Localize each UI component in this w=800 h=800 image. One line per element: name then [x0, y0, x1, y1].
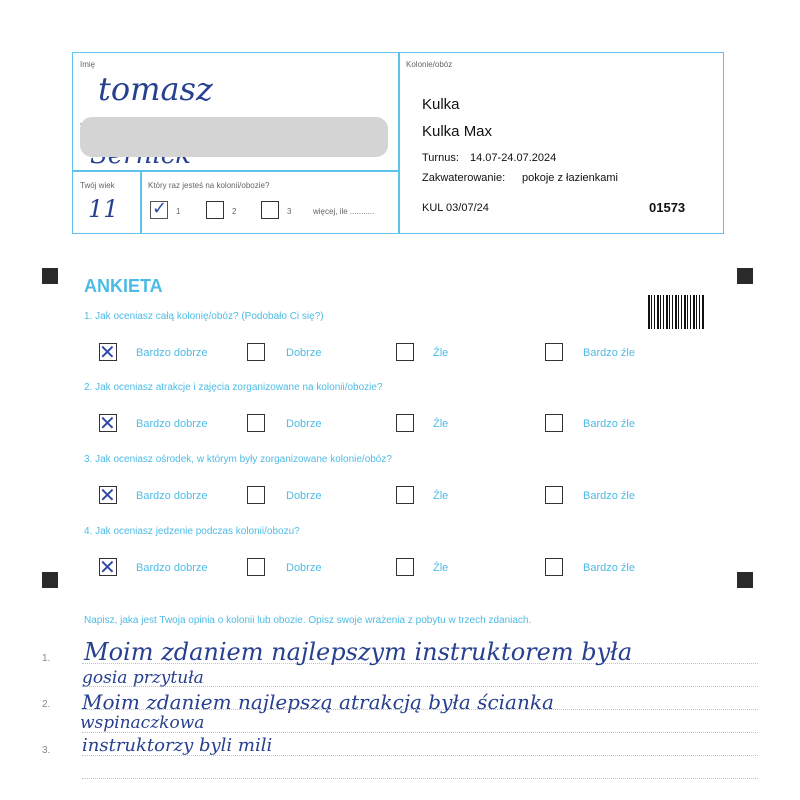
q3-rating-label-1: Bardzo dobrze — [136, 490, 208, 502]
q1-rating-label-1: Bardzo dobrze — [136, 347, 208, 359]
q4-rating-label-3: Źle — [433, 562, 449, 574]
q2-rating-label-4: Bardzo źle — [583, 418, 635, 430]
registration-mark-bottom-left — [42, 572, 58, 588]
times-option-2-checkbox[interactable] — [206, 201, 224, 219]
registration-mark-bottom-right — [737, 572, 753, 588]
question-4: 4. Jak oceniasz jedzenie podczas kolonii/obozu? — [84, 526, 300, 537]
q2-rating-label-3: Źle — [433, 418, 449, 430]
q3-rating-checkbox-2[interactable] — [247, 486, 265, 504]
q3-rating-checkbox-4[interactable] — [545, 486, 563, 504]
q1-rating-checkbox-2[interactable] — [247, 343, 265, 361]
q4-rating-checkbox-4[interactable] — [545, 558, 563, 576]
times-option-more-label: więcej, ile ........... — [313, 207, 375, 216]
wiek-value[interactable]: 11 — [88, 195, 119, 223]
times-option-3-label: 3 — [287, 207, 292, 216]
form-code: KUL 03/07/24 — [422, 202, 489, 214]
q4-rating-label-4: Bardzo źle — [583, 562, 635, 574]
question-3: 3. Jak oceniasz ośrodek, w którym były zorganizowane kolonie/obóz? — [84, 454, 392, 465]
answer-text-1[interactable]: Moim zdaniem najlepszym instruktorem była — [84, 638, 633, 666]
registration-mark-top-right — [737, 268, 753, 284]
q2-rating-checkbox-3[interactable] — [396, 414, 414, 432]
imie-label: Imię — [80, 60, 96, 69]
q4-rating-label-1: Bardzo dobrze — [136, 562, 208, 574]
q2-rating-label-2: Dobrze — [286, 418, 322, 430]
survey-title: ANKIETA — [84, 276, 163, 296]
barcode-icon — [648, 295, 704, 329]
line-number-2: 2. — [42, 699, 51, 710]
q4-rating-checkbox-3[interactable] — [396, 558, 414, 576]
redaction-bar — [80, 117, 388, 157]
q4-rating-checkbox-2[interactable] — [247, 558, 265, 576]
cross-mark-icon: ✕ — [99, 340, 116, 364]
zakwaterowanie-value: pokoje z łazienkami — [522, 172, 618, 184]
answer-text-2[interactable]: Moim zdaniem najlepszą atrakcją była ścianka — [82, 690, 554, 714]
header-age-divider — [140, 170, 142, 234]
question-1: 1. Jak oceniasz całą kolonię/obóz? (Podobało Ci się?) — [84, 311, 324, 322]
q1-rating-label-4: Bardzo źle — [583, 347, 635, 359]
q1-rating-checkbox-4[interactable] — [545, 343, 563, 361]
times-option-2-label: 2 — [232, 207, 237, 216]
answer-line — [82, 778, 758, 779]
kolonie-label: Kolonie/obóz — [406, 60, 453, 69]
ktory-raz-label: Który raz jesteś na kolonii/obozie? — [148, 181, 270, 190]
q1-rating-label-3: Źle — [433, 347, 449, 359]
header-row-line — [72, 170, 399, 172]
cross-mark-icon: ✕ — [99, 483, 116, 507]
q1-rating-label-2: Dobrze — [286, 347, 322, 359]
cross-mark-icon: ✕ — [99, 411, 116, 435]
zakwaterowanie-label: Zakwaterowanie: — [422, 172, 506, 184]
q3-rating-label-2: Dobrze — [286, 490, 322, 502]
check-mark-icon: ✓ — [152, 198, 168, 219]
answer-text-3[interactable]: instruktorzy byli mili — [82, 735, 273, 756]
turnus-label: Turnus: — [422, 152, 459, 164]
camp-subname: Kulka Max — [422, 123, 493, 140]
line-number-1: 1. — [42, 653, 51, 664]
cross-mark-icon: ✕ — [99, 555, 116, 579]
q2-rating-checkbox-2[interactable] — [247, 414, 265, 432]
q2-rating-checkbox-4[interactable] — [545, 414, 563, 432]
q4-rating-label-2: Dobrze — [286, 562, 322, 574]
q3-rating-checkbox-3[interactable] — [396, 486, 414, 504]
line-number-3: 3. — [42, 745, 51, 756]
registration-mark-top-left — [42, 268, 58, 284]
q1-rating-checkbox-3[interactable] — [396, 343, 414, 361]
times-option-3-checkbox[interactable] — [261, 201, 279, 219]
question-2: 2. Jak oceniasz atrakcje i zajęcia zorganizowane na kolonii/obozie? — [84, 382, 383, 393]
form-number: 01573 — [649, 200, 686, 215]
answer-text-2b[interactable]: wspinaczkowa — [80, 713, 205, 733]
turnus-value: 14.07-24.07.2024 — [470, 152, 557, 164]
times-option-1-label: 1 — [176, 207, 181, 216]
q3-rating-label-3: Źle — [433, 490, 449, 502]
imie-value[interactable]: tomasz — [98, 70, 213, 108]
header-divider — [398, 52, 400, 234]
wiek-label: Twój wiek — [80, 181, 115, 190]
camp-name: Kulka — [422, 96, 460, 113]
answer-text-1b[interactable]: gosia przytuła — [82, 668, 204, 688]
opinion-prompt: Napisz, jaka jest Twoja opinia o kolonii lub obozie. Opisz swoje wrażenia z pobytu w trzech zdaniach. — [84, 615, 532, 626]
q2-rating-label-1: Bardzo dobrze — [136, 418, 208, 430]
q3-rating-label-4: Bardzo źle — [583, 490, 635, 502]
